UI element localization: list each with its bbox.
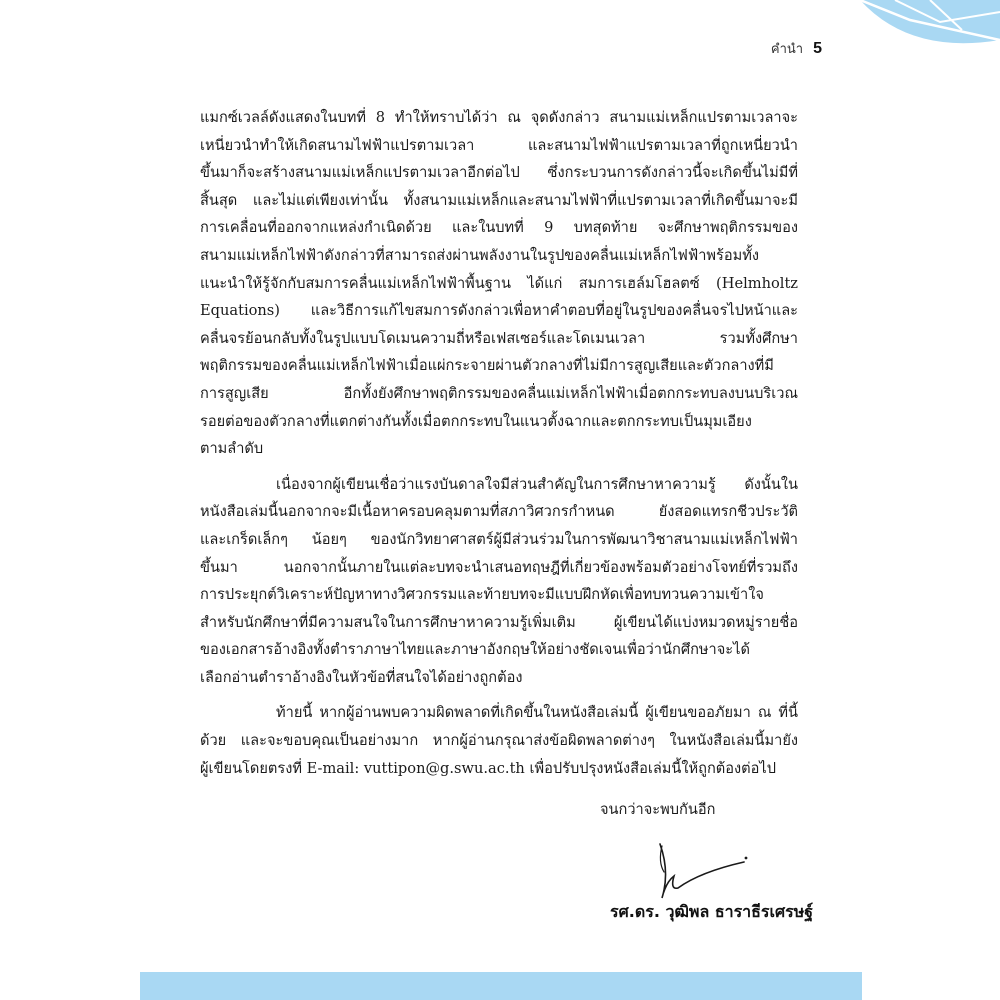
text-line: ของเอกสารอ้างอิงทั้งตำราภาษาไทยและภาษาอังกฤษให้อย่างชัดเจนเพื่อว่านักศึกษาจะได้ xyxy=(200,641,750,659)
text-line: สนามแม่เหล็กไฟฟ้าดังกล่าวที่สามารถส่งผ่านพลังงานในรูปของคลื่นแม่เหล็กไฟฟ้าพร้อมทั้ง xyxy=(200,246,759,264)
text-line: การประยุกต์วิเคราะห์ปัญหาทางวิศวกรรมและท้ายบทจะมีแบบฝึกหัดเพื่อทบทวนความเข้าใจ xyxy=(200,586,764,604)
page-header xyxy=(771,38,822,59)
text-line: และเกร็ดเล็กๆ น้อยๆ ของนักวิทยาศาสตร์ผู้มีส่วนร่วมในการพัฒนาวิชาสนามแม่เหล็กไฟฟ้า xyxy=(200,530,798,548)
author-name: รศ.ดร. วุฒิพล ธาราธีรเศรษฐ์ xyxy=(610,902,814,921)
text-line: การสูญเสีย อีกทั้งยังศึกษาพฤติกรรมของคลื่นแม่เหล็กไฟฟ้าเมื่อตกกระทบลงบนบริเวณ xyxy=(200,384,798,402)
text-line: เนื่องจากผู้เขียนเชื่อว่าแรงบันดาลใจมีส่วนสำคัญในการศึกษาหาความรู้ ดังนั้นใน xyxy=(276,475,798,493)
text-line: ตามลำดับ xyxy=(200,440,264,458)
text-line: สำหรับนักศึกษาที่มีความสนใจในการศึกษาหาความรู้เพิ่มเติม ผู้เขียนได้แบ่งหมวดหมู่รายชื่อ xyxy=(200,613,798,631)
closing-line: จนกว่าจะพบกันอีก xyxy=(600,801,716,818)
text-line: รอยต่อของตัวกลางที่แตกต่างกันทั้งเมื่อตกกระทบในแนวตั้งฉากและตกกระทบเป็นมุมเอียง xyxy=(200,412,752,430)
text-line: แนะนำให้รู้จักกับสมการคลื่นแม่เหล็กไฟฟ้าพื้นฐาน ได้แก่ สมการเฮล์มโฮลตซ์ (Helmholtz xyxy=(200,274,798,292)
text-line: สิ้นสุด และไม่แต่เพียงเท่านั้น ทั้งสนามแม่เหล็กและสนามไฟฟ้าที่แปรตามเวลาที่เกิดขึ้นมาจะมี xyxy=(200,191,798,209)
section-title: คำนำ xyxy=(770,42,804,57)
paragraph-3 xyxy=(200,699,798,782)
text-line: ขึ้นมาก็จะสร้างสนามแม่เหล็กแปรตามเวลาอีกต่อไป ซึ่งกระบวนการดังกล่าวนี้จะเกิดขึ้นไม่มีที่ xyxy=(200,164,798,182)
paragraph-1 xyxy=(200,104,798,463)
text-line: เหนี่ยวนำทำให้เกิดสนามไฟฟ้าแปรตามเวลา และสนามไฟฟ้าแปรตามเวลาที่ถูกเหนี่ยวนำ xyxy=(200,136,798,154)
text-line: คลื่นจรย้อนกลับทั้งในรูปแบบโดเมนความถี่หรือเฟสเซอร์และโดเมนเวลา รวมทั้งศึกษา xyxy=(200,329,798,347)
preface-body xyxy=(200,104,798,790)
text-line: พฤติกรรมของคลื่นแม่เหล็กไฟฟ้าเมื่อแผ่กระจายผ่านตัวกลางที่ไม่มีการสูญเสียและตัวกลางที่มี xyxy=(200,357,774,375)
text-line: แมกซ์เวลล์ดังแสดงในบทที่ 8 ทำให้ทราบได้ว่า ณ จุดดังกล่าว สนามแม่เหล็กแปรตามเวลาจะ xyxy=(200,109,798,126)
paragraph-2 xyxy=(200,471,798,692)
text-line: ท้ายนี้ หากผู้อ่านพบความผิดพลาดที่เกิดขึ้นในหนังสือเล่มนี้ ผู้เขียนขออภัยมา ณ ที่นี้ xyxy=(276,704,798,722)
text-line: การเคลื่อนที่ออกจากแหล่งกำเนิดด้วย และในบทที่ 9 บทสุดท้าย จะศึกษาพฤติกรรมของ xyxy=(200,219,798,237)
text-line: ด้วย และจะขอบคุณเป็นอย่างมาก หากผู้อ่านกรุณาส่งข้อผิดพลาดต่างๆ ในหนังสือเล่มนี้มายัง xyxy=(200,732,798,750)
text-line: เลือกอ่านตำราอ้างอิงในหัวข้อที่สนใจได้อย่างถูกต้อง xyxy=(200,668,523,686)
handwritten-signature xyxy=(640,832,750,902)
corner-decoration xyxy=(800,0,1000,80)
text-line: หนังสือเล่มนี้นอกจากจะมีเนื้อหาครอบคลุมตามที่สภาวิศวกรกำหนด ยังสอดแทรกชีวประวัติ xyxy=(200,503,798,521)
text-line: ขึ้นมา นอกจากนั้นภายในแต่ละบทจะนำเสนอทฤษฎีที่เกี่ยวข้องพร้อมตัวอย่างโจทย์ที่รวมถึง xyxy=(200,558,798,576)
text-line: Equations) และวิธีการแก้ไขสมการดังกล่าวเพื่อหาคำตอบที่อยู่ในรูปของคลื่นจรไปหน้าและ xyxy=(200,302,798,320)
text-line: ผู้เขียนโดยตรงที่ E-mail: vuttipon@g.swu.ac.th เพื่อปรับปรุงหนังสือเล่มนี้ให้ถูกต้องต่อไป xyxy=(200,759,776,777)
page-number: 5 xyxy=(813,40,822,57)
footer-bar xyxy=(140,972,862,1000)
